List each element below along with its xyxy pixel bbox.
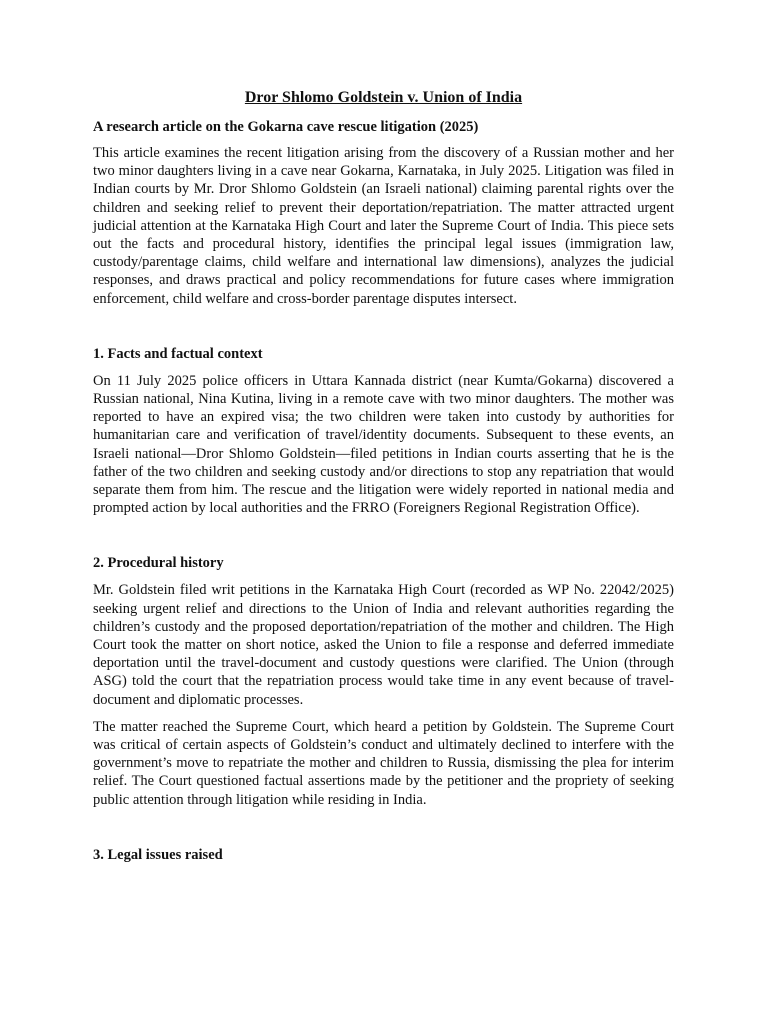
section-heading-legal-issues: 3. Legal issues raised	[93, 846, 223, 863]
intro-paragraph: This article examines the recent litigation arising from the discovery of a Russian mother and her two minor daughters living in a cave near Gokarna, Karnataka, in July 2025. Litigation was filed in Indian courts by Mr. Dror Shlomo Goldstein (an Israeli national) claiming parental rights over the children and seeking relief to prevent their deportation/repatriation. The matter attracted urgent judicial attention at the Karnataka High Court and later the Supreme Court of India. This piece sets out the facts and procedural history, identifies the principal legal issues (immigration law, custody/parentage claims, child welfare and international law dimensions), analyzes the judicial responses, and draws practical and policy recommendations for future cases where immigration enforcement, child welfare and cross-border parentage disputes intersect.	[93, 145, 674, 307]
document-title: Dror Shlomo Goldstein v. Union of India	[244, 89, 523, 106]
section-heading-procedural-history: 2. Procedural history	[93, 555, 224, 572]
section-spacer	[93, 818, 674, 846]
facts-paragraph: On 11 July 2025 police officers in Uttara Kannada district (near Kumta/Gokarna) discovered a Russian national, Nina Kutina, living in a remote cave with two minor daughters. The mother was reported to have an expired visa; the two children were taken into custody by authorities for humanitarian care and verification of travel/identity documents. Subsequent to these events, an Israeli national—Dror Shlomo Goldstein—filed petitions in Indian courts asserting that he is the father of the two children and seeking custody and/or directions to stop any repatriation that would separate them from him. The rescue and the litigation were widely reported in national media and prompted action by local authorities and the FRRO (Foreigners Regional Registration Office).	[93, 372, 674, 517]
procedural-history-paragraph-1: Mr. Goldstein filed writ petitions in the Karnataka High Court (recorded as WP No. 22042/2025) seeking urgent relief and directions to the Union of India and relevant authorities regarding the children’s custody and the proposed deportation/repatriation of the mother and children. The High Court took the matter on short notice, asked the Union to file a response and deferred immediate deportation until the travel-document and custody questions were clarified. The Union (through ASG) told the court that the repatriation process would take time in any event because of travel-document and diplomatic processes.	[93, 582, 674, 708]
section-spacer	[93, 526, 674, 554]
document-subtitle: A research article on the Gokarna cave rescue litigation (2025)	[93, 119, 479, 135]
document-body	[93, 88, 674, 873]
procedural-history-paragraph-2: The matter reached the Supreme Court, which heard a petition by Goldstein. The Supreme Court was critical of certain aspects of Goldstein’s conduct and ultimately declined to interfere with the government’s move to repatriate the mother and children to Russia, dismissing the plea for interim relief. The Court questioned factual assertions made by the petitioner and the propriety of seeking public attention through litigation while residing in India.	[93, 718, 674, 808]
section-spacer	[93, 317, 674, 345]
section-heading-facts: 1. Facts and factual context	[93, 345, 263, 362]
